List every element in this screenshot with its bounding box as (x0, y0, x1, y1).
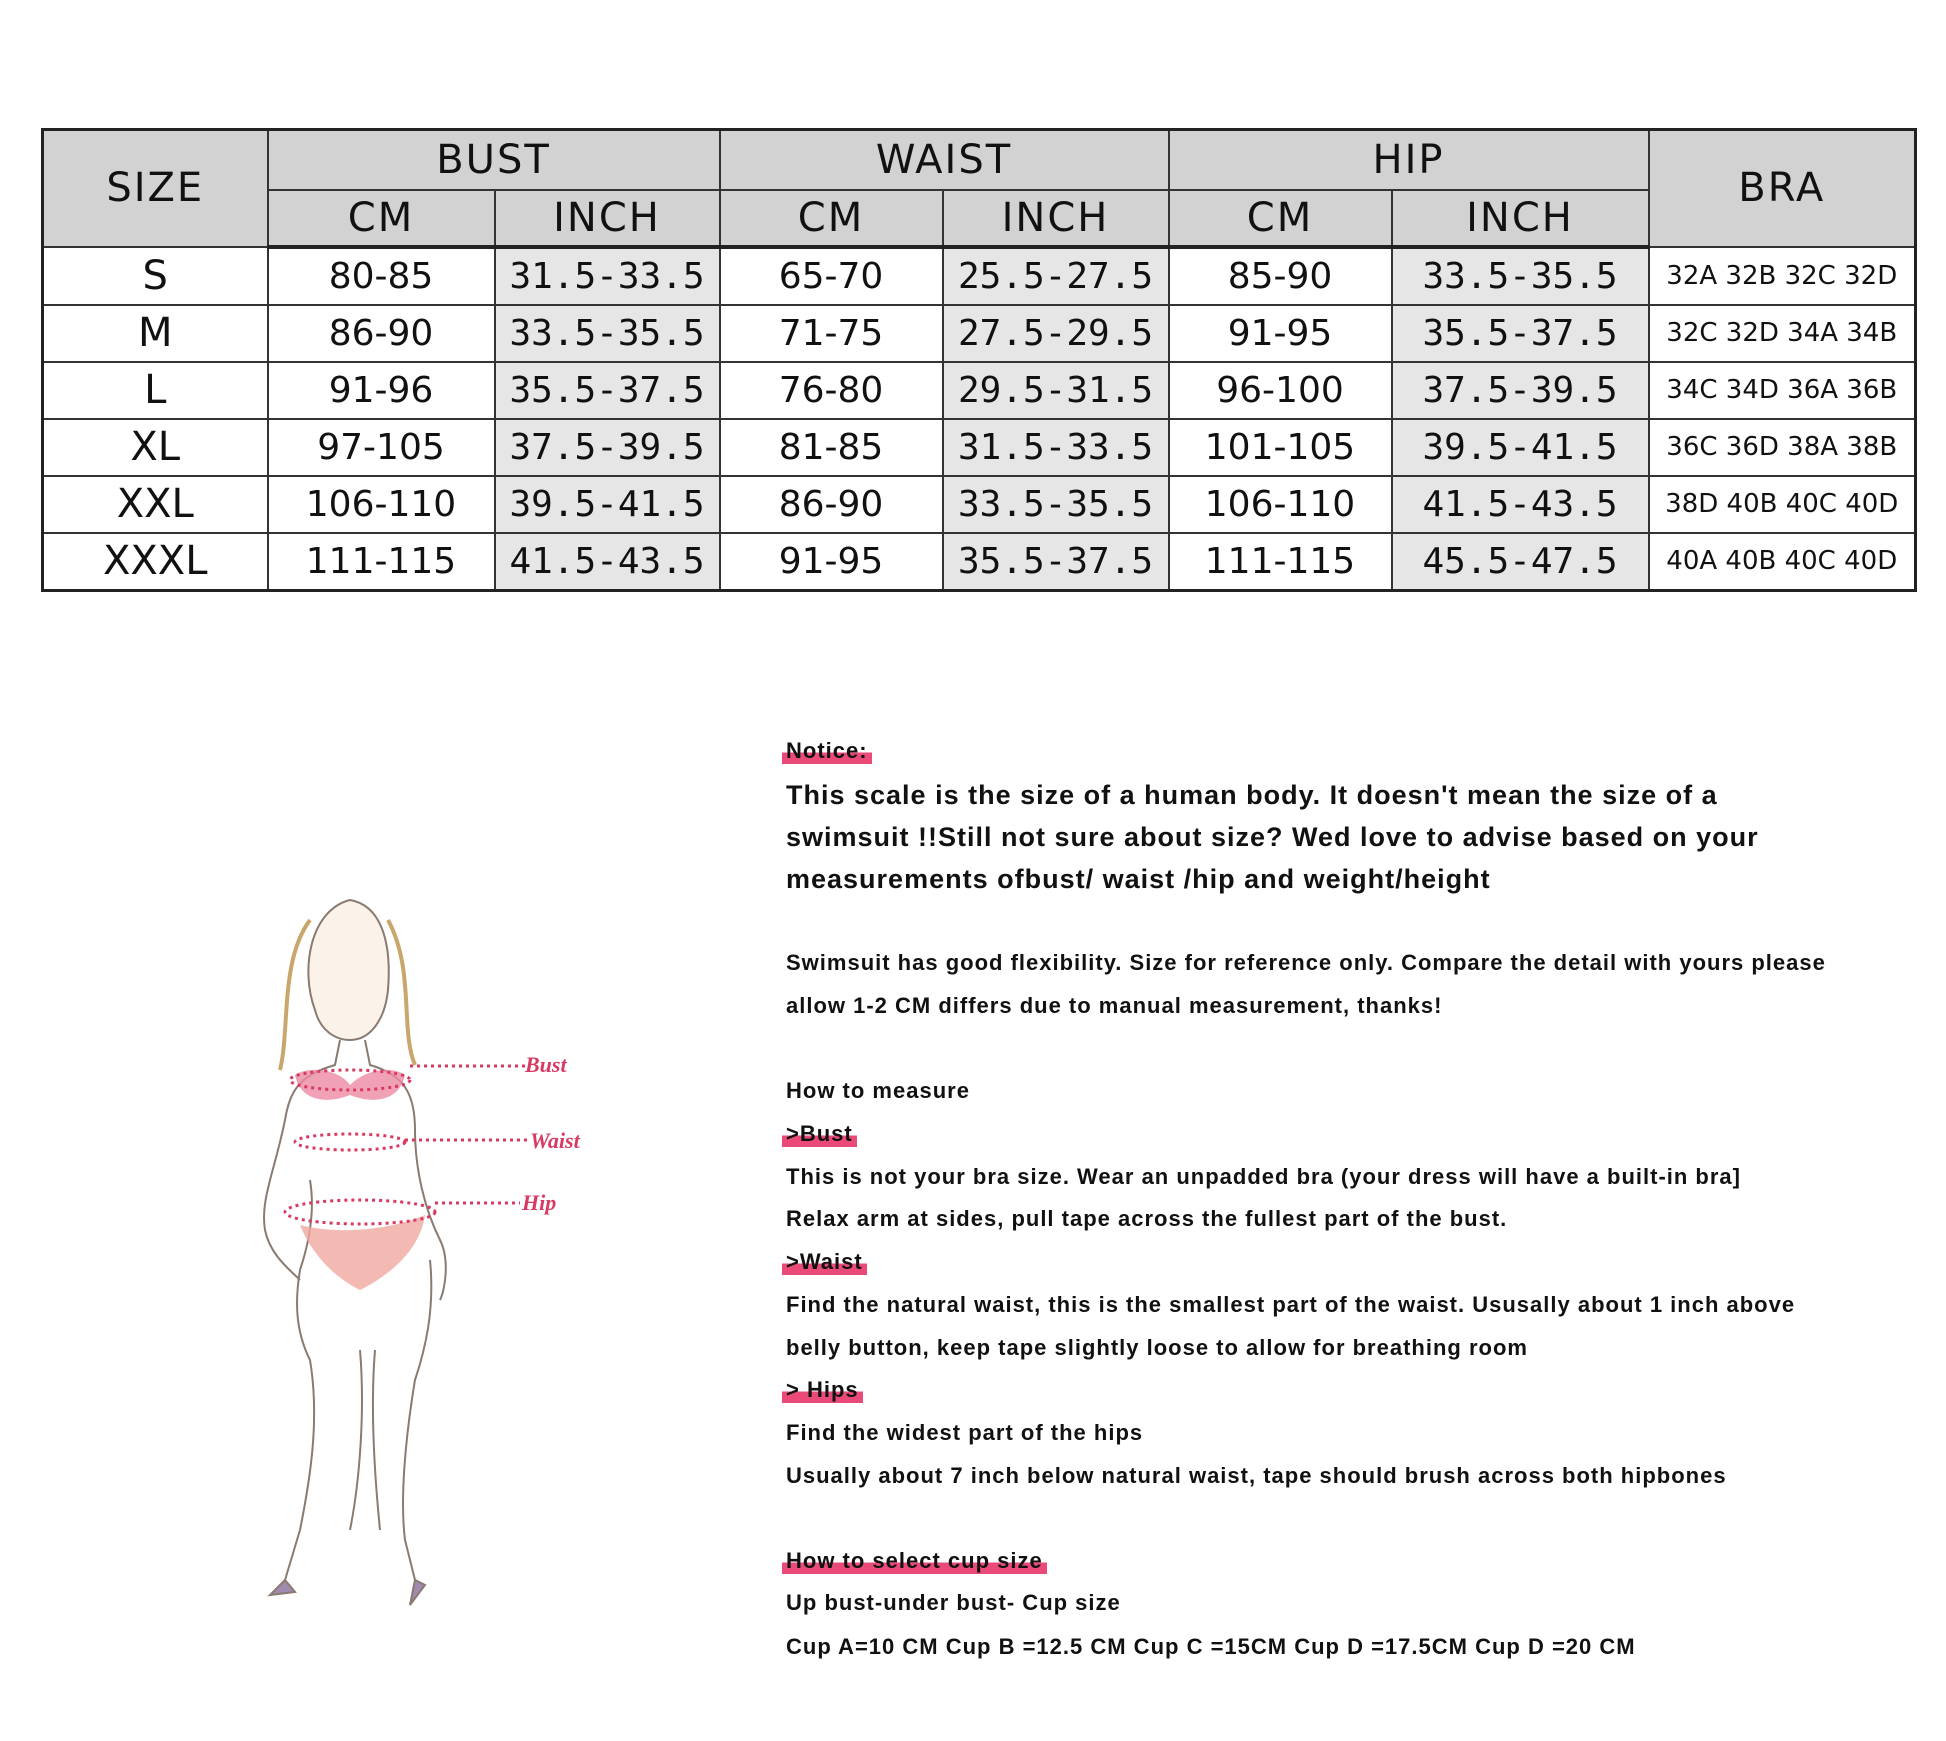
header-bust-inch: INCH (495, 190, 720, 247)
cell-bra: 36C 36D 38A 38B (1649, 419, 1916, 476)
cell-size: XXL (43, 476, 268, 533)
cell-waist-in: 25.5-27.5 (943, 247, 1169, 305)
header-waist-cm: CM (720, 190, 943, 247)
cell-hip-in: 33.5-35.5 (1392, 247, 1649, 305)
bust-title: >Bust (782, 1121, 857, 1147)
cell-bra: 38D 40B 40C 40D (1649, 476, 1916, 533)
cell-waist-cm: 81-85 (720, 419, 943, 476)
cell-bust-cm: 91-96 (268, 362, 495, 419)
cell-bust-in: 41.5-43.5 (495, 533, 720, 591)
cell-waist-cm: 76-80 (720, 362, 943, 419)
flex-line: allow 1-2 CM differs due to manual measurement, thanks! (786, 993, 1443, 1018)
header-hip-cm: CM (1169, 190, 1392, 247)
table-row (43, 362, 1916, 419)
cell-size: L (43, 362, 268, 419)
cup-title: How to select cup size (782, 1548, 1047, 1574)
cell-size: XXXL (43, 533, 268, 591)
waist-title: >Waist (782, 1249, 867, 1275)
hips-line: Find the widest part of the hips (786, 1420, 1144, 1445)
hip-label: Hip (522, 1190, 557, 1215)
cell-bust-in: 31.5-33.5 (495, 247, 720, 305)
waist-line: belly button, keep tape slightly loose to allow for breathing room (786, 1335, 1528, 1360)
notice-title: Notice: (782, 738, 872, 764)
cell-hip-cm: 91-95 (1169, 305, 1392, 362)
cell-hip-in: 35.5-37.5 (1392, 305, 1649, 362)
cell-waist-in: 29.5-31.5 (943, 362, 1169, 419)
cell-bust-in: 35.5-37.5 (495, 362, 720, 419)
cell-bust-cm: 86-90 (268, 305, 495, 362)
cell-bust-cm: 106-110 (268, 476, 495, 533)
bust-line: Relax arm at sides, pull tape across the fullest part of the bust. (786, 1206, 1508, 1231)
cell-bust-in: 39.5-41.5 (495, 476, 720, 533)
notice-line: swimsuit !!Still not sure about size? Wed love to advise based on your (786, 822, 1759, 852)
cell-waist-cm: 86-90 (720, 476, 943, 533)
cell-bust-in: 33.5-35.5 (495, 305, 720, 362)
cell-hip-cm: 101-105 (1169, 419, 1392, 476)
notice-line: This scale is the size of a human body. It doesn't mean the size of a (786, 780, 1718, 810)
notice-line: measurements ofbust/ waist /hip and weight/height (786, 864, 1491, 894)
cell-waist-cm: 65-70 (720, 247, 943, 305)
cell-bra: 40A 40B 40C 40D (1649, 533, 1916, 591)
cell-bust-in: 37.5-39.5 (495, 419, 720, 476)
cell-hip-in: 39.5-41.5 (1392, 419, 1649, 476)
header-hip: HIP (1169, 130, 1649, 190)
cell-hip-in: 37.5-39.5 (1392, 362, 1649, 419)
cell-waist-in: 31.5-33.5 (943, 419, 1169, 476)
size-chart-table (41, 128, 1917, 592)
waist-label: Waist (530, 1128, 580, 1153)
cell-hip-cm: 85-90 (1169, 247, 1392, 305)
cell-bust-cm: 97-105 (268, 419, 495, 476)
table-row (43, 247, 1916, 305)
how-to-measure-heading: How to measure (786, 1078, 970, 1103)
cell-waist-cm: 71-75 (720, 305, 943, 362)
header-bust: BUST (268, 130, 720, 190)
cell-hip-in: 41.5-43.5 (1392, 476, 1649, 533)
hips-title: > Hips (782, 1377, 863, 1403)
header-hip-inch: INCH (1392, 190, 1649, 247)
header-bra: BRA (1649, 130, 1916, 247)
cell-hip-cm: 106-110 (1169, 476, 1392, 533)
cell-hip-cm: 111-115 (1169, 533, 1392, 591)
cell-hip-cm: 96-100 (1169, 362, 1392, 419)
table-row (43, 533, 1916, 591)
cell-size: XL (43, 419, 268, 476)
header-bust-cm: CM (268, 190, 495, 247)
bust-label: Bust (525, 1052, 567, 1077)
cell-waist-cm: 91-95 (720, 533, 943, 591)
cell-bust-cm: 80-85 (268, 247, 495, 305)
cell-hip-in: 45.5-47.5 (1392, 533, 1649, 591)
cup-line: Cup A=10 CM Cup B =12.5 CM Cup C =15CM Cup D =17.5CM Cup D =20 CM (786, 1634, 1636, 1659)
cell-size: M (43, 305, 268, 362)
waist-line: Find the natural waist, this is the smallest part of the waist. Ususally about 1 inch above (786, 1292, 1796, 1317)
woman-figure-icon (200, 880, 620, 1640)
bust-line: This is not your bra size. Wear an unpadded bra (your dress will have a built-in bra] (786, 1164, 1741, 1189)
body-measurement-illustration (200, 880, 620, 1640)
cell-waist-in: 33.5-35.5 (943, 476, 1169, 533)
header-size: SIZE (43, 130, 268, 247)
cell-waist-in: 35.5-37.5 (943, 533, 1169, 591)
header-waist: WAIST (720, 130, 1169, 190)
table-row (43, 419, 1916, 476)
cell-bra: 32C 32D 34A 34B (1649, 305, 1916, 362)
hips-line: Usually about 7 inch below natural waist, tape should brush across both hipbones (786, 1463, 1727, 1488)
table-row (43, 476, 1916, 533)
flex-line: Swimsuit has good flexibility. Size for reference only. Compare the detail with yours please (786, 950, 1826, 975)
table-row (43, 305, 1916, 362)
header-waist-inch: INCH (943, 190, 1169, 247)
cup-line: Up bust-under bust- Cup size (786, 1590, 1121, 1615)
cell-bra: 32A 32B 32C 32D (1649, 247, 1916, 305)
cell-size: S (43, 247, 268, 305)
cell-bust-cm: 111-115 (268, 533, 495, 591)
cell-bra: 34C 34D 36A 36B (1649, 362, 1916, 419)
cell-waist-in: 27.5-29.5 (943, 305, 1169, 362)
